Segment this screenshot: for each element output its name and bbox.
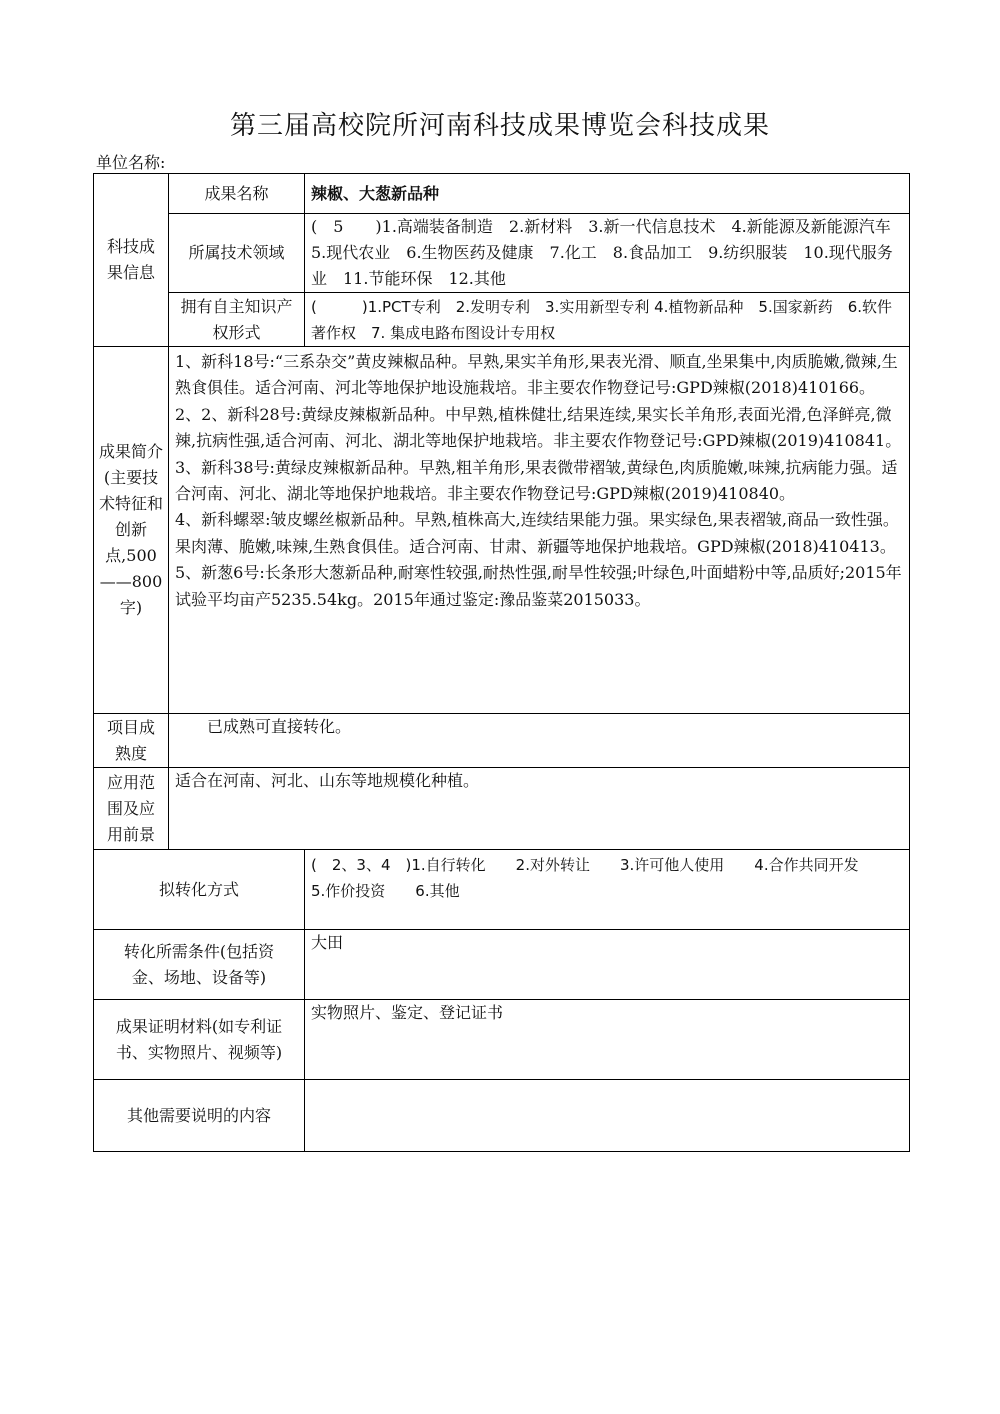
row-ip-form: [94, 293, 910, 347]
row-achievement-name: [94, 174, 910, 214]
proof-value: 实物照片、鉴定、登记证书: [305, 1000, 910, 1080]
transfer-line-2: 5.作价投资 6.其他: [311, 882, 460, 900]
intro-paragraph: 1、新科18号:“三系杂交”黄皮辣椒品种。早熟,果实羊角形,果表光滑、顺直,坐果集中,肉质脆嫩,微辣,生熟食俱佳。适合河南、河北等地保护地设施栽培。非主要农作物登记号:GPD辣椒(2018)410166。: [175, 352, 898, 398]
conditions-label: 转化所需条件(包括资金、场地、设备等): [94, 930, 305, 1000]
row-tech-field: [94, 214, 910, 293]
row-conditions: [94, 930, 910, 1000]
transfer-line-1: ( 2、3、4 )1.自行转化 2.对外转让 3.许可他人使用 4.合作共同开发: [311, 856, 859, 874]
maturity-label: 项目成熟度: [94, 714, 169, 768]
row-intro: [94, 347, 910, 714]
ip-value: ( )1.PCT专利 2.发明专利 3.实用新型专利 4.植物新品种 5.国家新药 6.软件著作权 7. 集成电路布图设计专用权: [305, 293, 910, 347]
field-value: ( 5 )1.高端装备制造 2.新材料 3.新一代信息技术 4.新能源及新能源汽车 5.现代农业 6.生物医药及健康 7.化工 8.食品加工 9.纺织服装 10.现代服务业 11.节能环保 12.其他: [305, 214, 910, 293]
row-other: [94, 1080, 910, 1152]
application-label: 应用范围及应用前景: [94, 768, 169, 850]
intro-label: 成果简介(主要技术特征和创新点,500——800字): [94, 347, 169, 714]
transfer-label: 拟转化方式: [94, 850, 305, 930]
intro-paragraph: 4、新科螺翠:皱皮螺丝椒新品种。早熟,植株高大,连续结果能力强。果实绿色,果表褶皱,商品一致性强。果肉薄、脆嫩,味辣,生熟食俱佳。适合河南、甘肃、新疆等地保护地栽培。GPD辣椒(2018)410413。: [175, 510, 899, 556]
other-label: 其他需要说明的内容: [94, 1080, 305, 1152]
ip-label: 拥有自主知识产权形式: [169, 293, 305, 347]
application-value: 适合在河南、河北、山东等地规模化种植。: [169, 768, 910, 850]
field-label: 所属技术领域: [169, 214, 305, 293]
row-application: [94, 768, 910, 850]
conditions-value: 大田: [305, 930, 910, 1000]
row-transfer: [94, 850, 910, 930]
proof-label: 成果证明材料(如专利证书、实物照片、视频等): [94, 1000, 305, 1080]
intro-content: [169, 347, 910, 714]
intro-paragraph: 5、新葱6号:长条形大葱新品种,耐寒性较强,耐热性强,耐旱性较强;叶绿色,叶面蜡粉中等,品质好;2015年试验平均亩产5235.54kg。2015年通过鉴定:豫品鉴菜2015033。: [175, 563, 902, 609]
maturity-value: 已成熟可直接转化。: [169, 714, 910, 768]
row-maturity: [94, 714, 910, 768]
row-proof: [94, 1000, 910, 1080]
name-label: 成果名称: [169, 174, 305, 214]
achievement-form-table: [93, 173, 910, 1152]
unit-name-label: 单位名称:: [96, 153, 166, 172]
intro-paragraph: 2、2、新科28号:黄绿皮辣椒新品种。中早熟,植株健壮,结果连续,果实长羊角形,表面光滑,色泽鲜亮,微辣,抗病性强,适合河南、河北、湖北等地保护地栽培。非主要农作物登记号:GPD辣椒(2019)410841。: [175, 404, 902, 451]
intro-paragraph: 3、新科38号:黄绿皮辣椒新品种。早熟,粗羊角形,果表微带褶皱,黄绿色,肉质脆嫩,味辣,抗病能力强。适合河南、河北、湖北等地保护地栽培。非主要农作物登记号:GPD辣椒(2019)410840。: [175, 457, 898, 504]
page-title: 第三届高校院所河南科技成果博览会科技成果: [229, 111, 770, 141]
other-value: [305, 1080, 910, 1152]
name-value: 辣椒、大葱新品种: [305, 174, 910, 214]
info-group-label: 科技成果信息: [94, 174, 169, 347]
transfer-value: [305, 850, 910, 930]
